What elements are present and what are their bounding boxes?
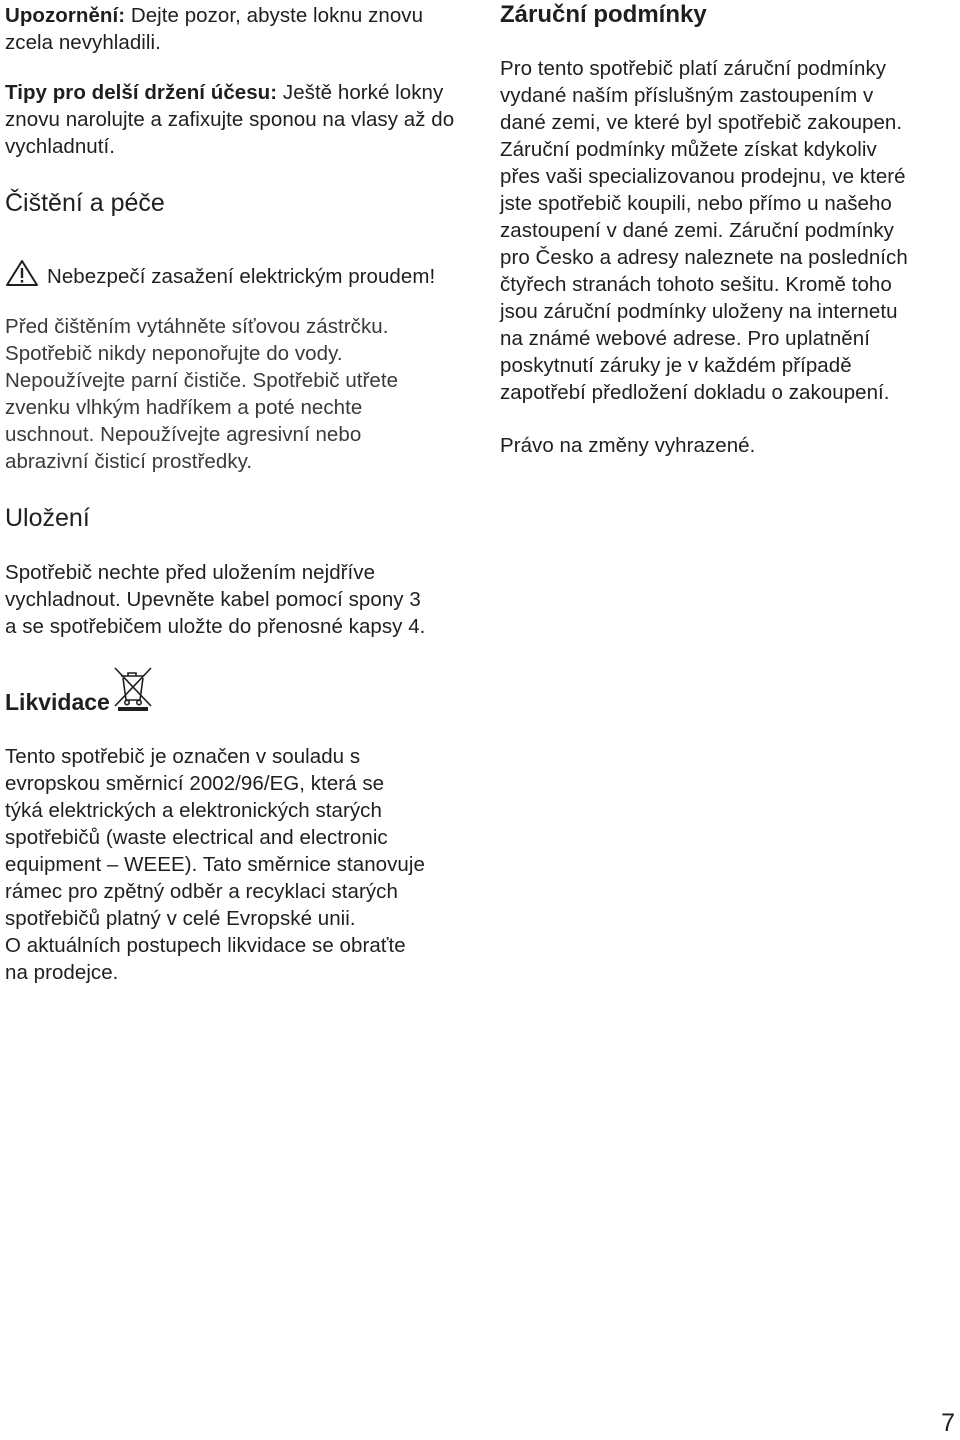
tip-text: Ještě horké lokny znovu narolujte a zafixujte sponou na vlasy až do vychladnutí.: [5, 81, 455, 158]
storage-line: a se spotřebičem uložte do přenosné kapsy 4.: [5, 615, 426, 638]
warranty-heading: Záruční podmínky: [500, 1, 707, 28]
cleaning-line: Spotřebič nikdy neponořujte do vody.: [5, 342, 343, 365]
cleaning-line: uschnout. Nepoužívejte agresivní nebo: [5, 423, 362, 446]
warranty-line: poskytnutí záruky je v každém případě: [500, 354, 852, 377]
cleaning-line: abrazivní čisticí prostředky.: [5, 450, 253, 473]
disposal-line: spotřebičů platný v celé Evropské unii.: [5, 907, 356, 930]
warranty-text: [500, 55, 950, 406]
warranty-line: pro Česko a adresy naleznete na posledních: [500, 246, 908, 269]
disposal-text: [5, 743, 475, 986]
disposal-line: na prodejce.: [5, 961, 119, 984]
warranty-line: zapotřebí předložení dokladu o zakoupení.: [500, 381, 890, 404]
disposal-heading-row: [5, 664, 154, 726]
rights-reserved: Právo na změny vyhrazené.: [500, 434, 756, 457]
cleaning-line: Nepoužívejte parní čističe. Spotřebič utřete: [5, 369, 399, 392]
warranty-line: jste spotřebič koupili, nebo přímo u našeho: [500, 192, 892, 215]
danger-title-text: Nebezpečí zasažení elektrickým proudem!: [47, 265, 436, 288]
warranty-line: přes vaši specializovanou prodejnu, ve které: [500, 165, 906, 188]
page-number: 7: [941, 1409, 955, 1437]
warranty-line: Pro tento spotřebič platí záruční podmínky: [500, 57, 887, 80]
warranty-line: čtyřech stranách tohoto sešitu. Kromě toho: [500, 273, 892, 296]
cleaning-heading: Čištění a péče: [5, 189, 165, 217]
disposal-line: spotřebičů (waste electrical and electronic: [5, 826, 388, 849]
warning-paragraph: [5, 2, 475, 56]
warranty-line: Záruční podmínky můžete získat kdykoliv: [500, 138, 877, 161]
disposal-line: týká elektrických a elektronických starých: [5, 799, 382, 822]
storage-line: vychladnout. Upevněte kabel pomocí spony 3: [5, 588, 421, 611]
disposal-line: evropskou směrnicí 2002/96/EG, která se: [5, 772, 385, 795]
cleaning-text: [5, 313, 475, 475]
storage-line: Spotřebič nechte před uložením nejdříve: [5, 561, 376, 584]
cleaning-line: zvenku vlhkým hadříkem a poté nechte: [5, 396, 363, 419]
warning-text: Dejte pozor, abyste loknu znovu zcela nevyhladili.: [5, 4, 424, 54]
storage-text: [5, 559, 475, 640]
tip-label: Tipy pro delší držení účesu:: [5, 81, 278, 104]
warranty-line: na známé webové adrese. Pro uplatnění: [500, 327, 870, 350]
cleaning-line: Před čištěním vytáhněte síťovou zástrčku.: [5, 315, 389, 338]
tip-paragraph: [5, 79, 475, 160]
disposal-line: equipment – WEEE). Tato směrnice stanovuje: [5, 853, 425, 876]
storage-heading: Uložení: [5, 504, 90, 532]
disposal-line: Tento spotřebič je označen v souladu s: [5, 745, 361, 768]
warranty-line: vydané naším příslušným zastoupením v: [500, 84, 874, 107]
danger-title: [5, 259, 475, 290]
crossed-out-wheelie-bin-icon: [112, 664, 154, 712]
warning-triangle-icon: [5, 259, 39, 287]
warranty-line: zastoupení v dané zemi. Záruční podmínky: [500, 219, 894, 242]
warranty-line: jsou záruční podmínky uloženy na internetu: [500, 300, 898, 323]
disposal-line: rámec pro zpětný odběr a recyklaci starých: [5, 880, 398, 903]
disposal-heading: Likvidace: [5, 689, 110, 715]
disposal-line: O aktuálních postupech likvidace se obraťte: [5, 934, 406, 957]
warranty-line: dané zemi, ve které byl spotřebič zakoupen.: [500, 111, 903, 134]
warning-label: Upozornění:: [5, 4, 126, 27]
